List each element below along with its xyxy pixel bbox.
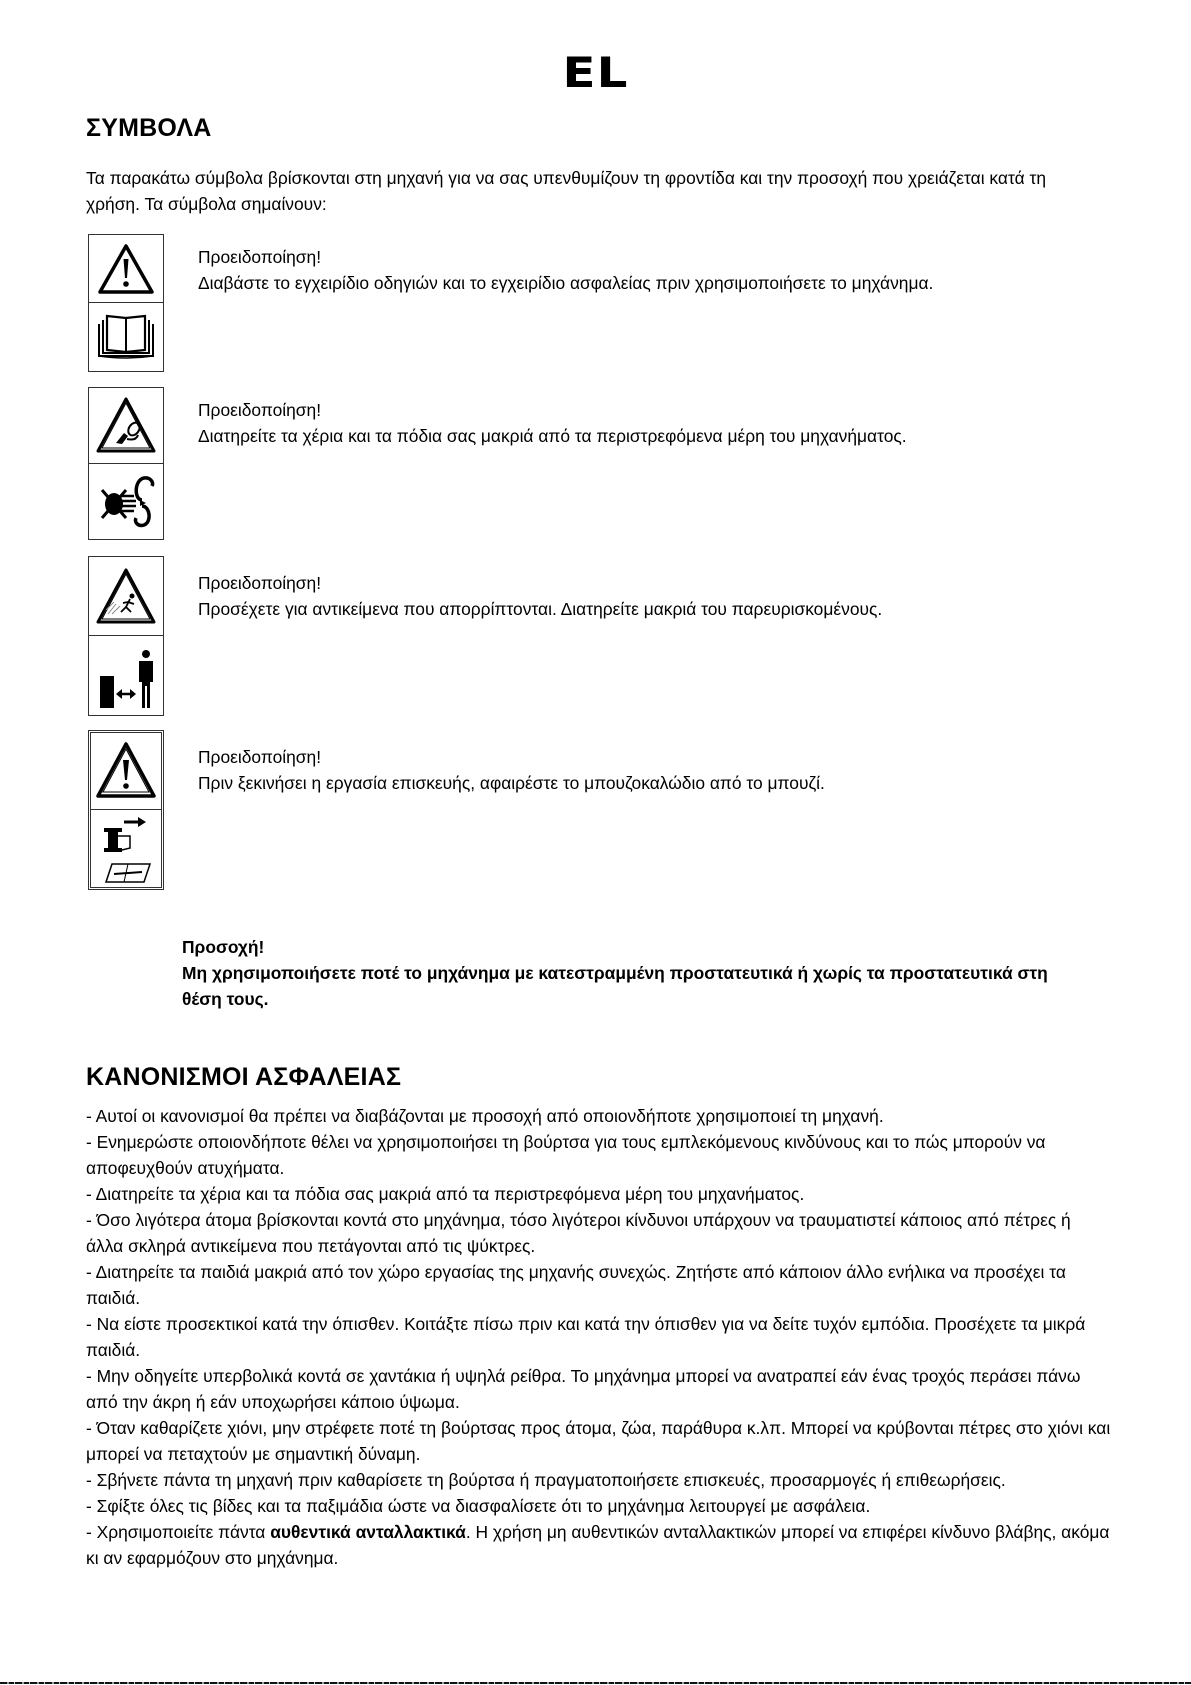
thrown-objects-warning-icon <box>89 557 163 636</box>
caution-block <box>182 934 1082 1012</box>
rotating-parts-hand-icon <box>89 464 163 540</box>
rule-suffix: . Η χρήση μη αυθεντικών ανταλλακτικών μπορεί να επιφέρει κίνδυνο βλάβης, ακόμα κι αν εφαρμόζουν στο μηχάνημα. <box>86 1522 1110 1568</box>
symbol-label: Προειδοποίηση! <box>198 573 322 593</box>
warning-triangle-icon <box>89 235 163 303</box>
symbol-label: Προειδοποίηση! <box>198 747 322 767</box>
safety-rule: - Διατηρείτε τα παιδιά μακριά από τον χώρο εργασίας της μηχανής συνεχώς. Ζητήστε από κάποιον άλλο ενήλικα να προσέχει τα παιδιά. <box>86 1262 1066 1308</box>
safety-rule: - Σβήνετε πάντα τη μηχανή πριν καθαρίσετε τη βούρτσα ή πραγματοποιήσετε επισκευές, προσαρμογές ή επιθεωρήσεις. <box>86 1470 1006 1490</box>
symbol-icon-box <box>88 730 164 890</box>
symbol-icon-box <box>88 234 164 372</box>
instruction-manual-icon <box>89 303 163 371</box>
symbol-description: Προσέχετε για αντικείμενα που απορρίπτονται. Διατηρείτε μακριά του παρευρισκομένους. <box>198 599 883 619</box>
symbol-description: Πριν ξεκινήσει η εργασία επισκευής, αφαιρέστε το μπουζοκαλώδιο από το μπουζί. <box>198 773 825 793</box>
caution-text: Μη χρησιμοποιήσετε ποτέ το μηχάνημα με κατεστραμμένη προστατευτικά ή χωρίς τα προστατευτικά στη θέση τους. <box>182 963 1048 1009</box>
safety-rule: - Αυτοί οι κανονισμοί θα πρέπει να διαβάζονται με προσοχή από οποιονδήποτε χρησιμοποιεί τη μηχανή. <box>86 1106 884 1126</box>
safety-rule: - Όσο λιγότερα άτομα βρίσκονται κοντά στο μηχάνημα, τόσο λιγότεροι κίνδυνοι υπάρχουν να τραυματιστεί κάποιος από πέτρες ή άλλα σκληρά αντικείμενα που πετάγονται από τις ψύκτρες. <box>86 1210 1071 1256</box>
safety-rule: - Όταν καθαρίζετε χιόνι, μην στρέφετε ποτέ τη βούρτσας προς άτομα, ζώα, παράθυρα κ.λπ. Μπορεί να κρύβονται πέτρες στο χιόνι και μπορεί να πεταχτούν με σημαντική δύναμη. <box>86 1418 1111 1464</box>
caution-label: Προσοχή! <box>182 937 265 957</box>
warning-triangle-icon <box>91 733 161 810</box>
safety-rule: - Ενημερώστε οποιονδήποτε θέλει να χρησιμοποιήσει τη βούρτσα για τους εμπλεκόμενους κινδύνους και το πώς μπορούν να αποφευχθούν ατυχήματα. <box>86 1132 1046 1178</box>
safety-rules-heading: ΚΑΝΟΝΙΣΜΟΙ ΑΣΦΑΛΕΙΑΣ <box>86 1063 402 1091</box>
symbols-heading: ΣΥΜΒΟΛΑ <box>86 114 212 142</box>
symbol-icon-box <box>88 387 164 540</box>
safety-rule: - Σφίξτε όλες τις βίδες και τα παξιμάδια ώστε να διασφαλίσετε ότι το μηχάνημα λειτουργεί με ασφάλεια. <box>86 1496 871 1516</box>
rule-prefix: - Χρησιμοποιείτε πάντα <box>86 1522 271 1542</box>
symbols-intro: Τα παρακάτω σύμβολα βρίσκονται στη μηχανή για να σας υπενθυμίζουν τη φροντίδα και την προσοχή που χρειάζεται κατά τη χρήση. Τα σύμβολα σημαίνουν: <box>86 168 1047 214</box>
symbol-label: Προειδοποίηση! <box>198 400 322 420</box>
page-bottom-border <box>0 1682 1191 1684</box>
safety-rule: - Να είστε προσεκτικοί κατά την όπισθεν. Κοιτάξτε πίσω πριν και κατά την όπισθεν για να δείτε τυχόν εμπόδια. Προσέχετε τα μικρά παιδιά. <box>86 1314 1086 1360</box>
language-code: EL <box>562 48 629 97</box>
symbol-label: Προειδοποίηση! <box>198 247 322 267</box>
keep-distance-bystander-icon <box>89 636 163 715</box>
safety-rule: - Μην οδηγείτε υπερβολικά κοντά σε χαντάκια ή υψηλά ρείθρα. Το μηχάνημα μπορεί να ανατραπεί εάν ένας τροχός περάσει πάνω από την άκρη ή εάν υποχωρήσει κάποιο ύψωμα. <box>86 1366 1081 1412</box>
hand-entanglement-warning-icon <box>89 388 163 464</box>
safety-rule-original-parts <box>86 1519 1111 1571</box>
disconnect-spark-plug-icon <box>91 810 161 887</box>
safety-rules-list <box>86 1103 1111 1571</box>
rule-emphasis: αυθεντικά ανταλλακτικά <box>270 1522 466 1542</box>
safety-rule: - Διατηρείτε τα χέρια και τα πόδια σας μακριά από τα περιστρεφόμενα μέρη του μηχανήματος. <box>86 1184 805 1204</box>
symbol-description: Διατηρείτε τα χέρια και τα πόδια σας μακριά από τα περιστρεφόμενα μέρη του μηχανήματος. <box>198 426 907 446</box>
symbol-description: Διαβάστε το εγχειρίδιο οδηγιών και το εγχειρίδιο ασφαλείας πριν χρησιμοποιήσετε το μηχάνημα. <box>198 273 934 293</box>
symbol-icon-box <box>88 556 164 716</box>
